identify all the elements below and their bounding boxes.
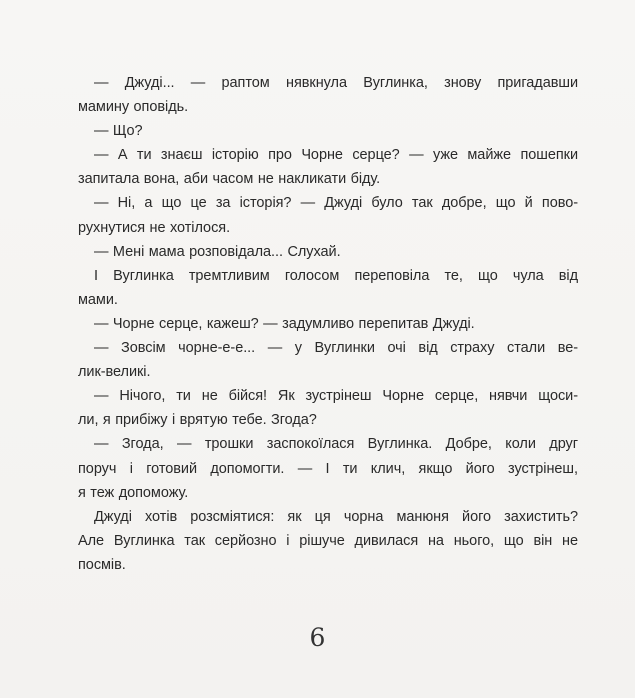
page-number: 6	[309, 623, 326, 652]
story-text	[78, 71, 578, 577]
text-line: — А ти знаєш історію про Чорне серце? — уже майже пошепки	[94, 147, 578, 164]
text-line: — Ні, а що це за історія? — Джуді було так добре, що й пово-	[94, 195, 578, 212]
text-line: Але Вуглинка так серйозно і рішуче дивилася на нього, що він не	[78, 532, 578, 549]
text-line: — Зовсім чорне-е-е... — у Вуглинки очі від страху стали ве-	[94, 340, 578, 357]
text-line: посмів.	[78, 556, 126, 573]
text-line: Джуді хотів розсміятися: як ця чорна манюня його захистить?	[94, 508, 578, 525]
text-line: І Вуглинка тремтливим голосом переповіла те, що чула від	[94, 267, 578, 284]
text-line: мами.	[78, 291, 118, 308]
text-line: — Чорне серце, кажеш? — задумливо перепитав Джуді.	[94, 315, 475, 332]
text-line: ли, я прибіжу і врятую тебе. Згода?	[78, 412, 317, 429]
text-line: мамину оповідь.	[78, 99, 189, 116]
text-line: — Джуді... — раптом нявкнула Вуглинка, знову пригадавши	[94, 75, 578, 91]
text-line: — Згода, — трошки заспокоїлася Вуглинка. Добре, коли друг	[94, 436, 578, 453]
text-line: поруч і готовий допомогти. — І ти клич, якщо його зустрінеш,	[78, 460, 578, 477]
text-line: — Що?	[94, 123, 143, 140]
text-line: рухнутися не хотілося.	[78, 219, 231, 236]
text-line: лик-великі.	[78, 364, 151, 381]
text-line: — Мені мама розповідала... Слухай.	[94, 243, 341, 260]
text-line: — Нічого, ти не бійся! Як зустрінеш Чорне серце, нявчи щоси-	[94, 388, 578, 405]
text-line: я теж допоможу.	[78, 484, 189, 501]
text-line: запитала вона, аби часом не накликати біду.	[78, 171, 381, 188]
